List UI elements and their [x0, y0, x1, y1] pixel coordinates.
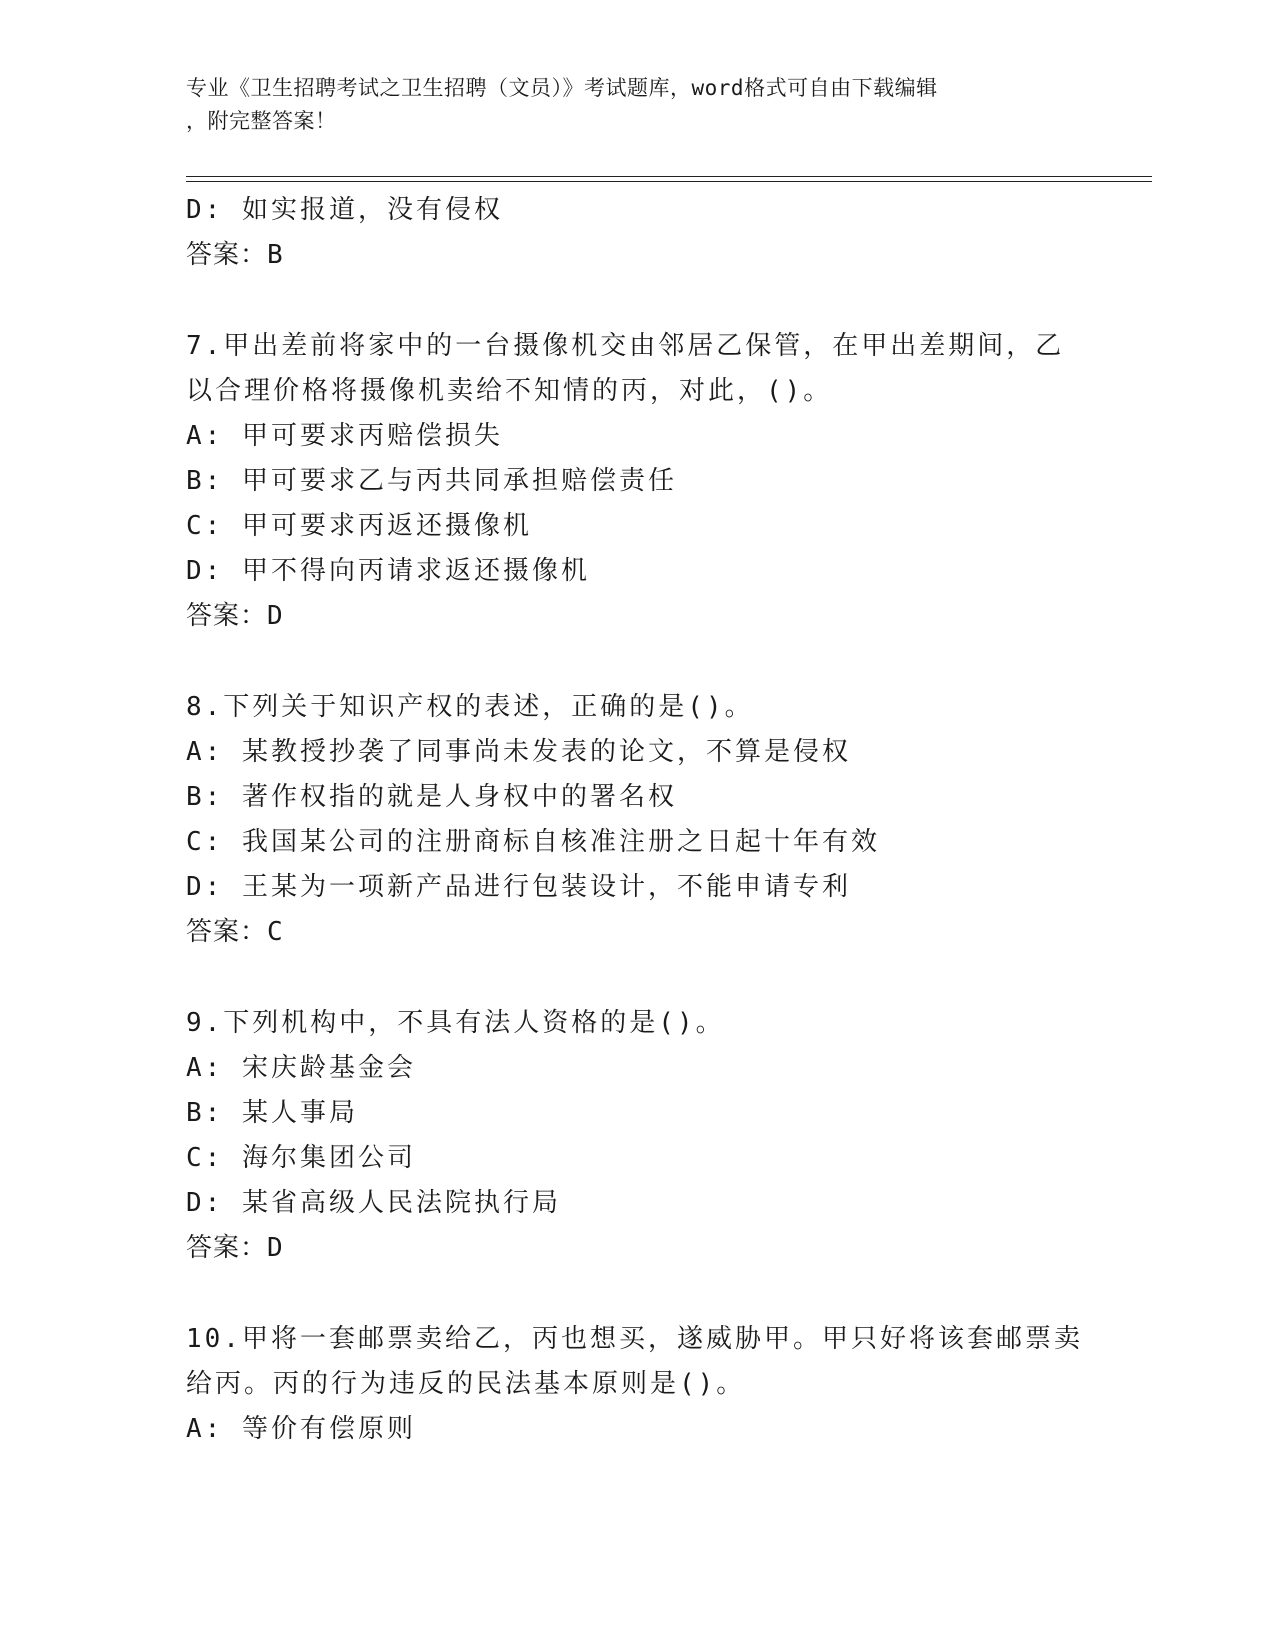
header-rule-bottom — [186, 181, 1152, 182]
answer-value: D — [267, 601, 284, 631]
option-b: B: 某人事局 — [186, 1098, 358, 1128]
question-8 — [186, 685, 1086, 955]
question-stem: 7.甲出差前将家中的一台摄像机交由邻居乙保管，在甲出差期间，乙 — [186, 331, 1065, 361]
answer-line — [186, 910, 1086, 955]
option-d: D: 王某为一项新产品进行包装设计，不能申请专利 — [186, 872, 851, 902]
option-c: C: 我国某公司的注册商标自核准注册之日起十年有效 — [186, 827, 880, 857]
option-a: A: 等价有偿原则 — [186, 1414, 416, 1444]
option-a: A: 宋庆龄基金会 — [186, 1053, 416, 1083]
question-6-tail — [186, 188, 1086, 278]
answer-label: 答案： — [186, 240, 268, 270]
question-stem: 以合理价格将摄像机卖给不知情的丙，对此，()。 — [186, 376, 833, 406]
question-stem: 10.甲将一套邮票卖给乙，丙也想买，遂威胁甲。甲只好将该套邮票卖 — [186, 1324, 1083, 1354]
answer-label: 答案： — [186, 917, 268, 947]
option-b: B: 甲可要求乙与丙共同承担赔偿责任 — [186, 466, 677, 496]
answer-label: 答案： — [186, 601, 268, 631]
question-9 — [186, 1001, 1086, 1271]
option-a: A: 甲可要求丙赔偿损失 — [186, 421, 503, 451]
question-stem: 给丙。丙的行为违反的民法基本原则是()。 — [186, 1369, 746, 1399]
answer-line — [186, 233, 1086, 278]
option-c: C: 海尔集团公司 — [186, 1143, 416, 1173]
header-rule-top — [186, 176, 1152, 177]
option-d: D: 某省高级人民法院执行局 — [186, 1188, 561, 1218]
answer-value: C — [267, 917, 284, 947]
answer-line — [186, 594, 1086, 639]
answer-value: D — [267, 1233, 284, 1263]
answer-label: 答案： — [186, 1233, 268, 1263]
header-line-1: 专业《卫生招聘考试之卫生招聘（文员）》考试题库，word格式可自由下载编辑 — [186, 76, 938, 100]
option-d: D: 甲不得向丙请求返还摄像机 — [186, 556, 590, 586]
document-header — [186, 72, 1066, 138]
question-list — [186, 188, 1086, 1452]
answer-line — [186, 1226, 1086, 1271]
option-d: D: 如实报道，没有侵权 — [186, 195, 503, 225]
question-7 — [186, 324, 1086, 639]
question-10 — [186, 1317, 1086, 1452]
header-line-2: ，附完整答案！ — [186, 109, 337, 133]
question-stem: 9.下列机构中，不具有法人资格的是()。 — [186, 1008, 725, 1038]
answer-value: B — [267, 240, 284, 270]
option-c: C: 甲可要求丙返还摄像机 — [186, 511, 532, 541]
option-a: A: 某教授抄袭了同事尚未发表的论文，不算是侵权 — [186, 737, 851, 767]
question-stem: 8.下列关于知识产权的表述，正确的是()。 — [186, 692, 754, 722]
option-b: B: 著作权指的就是人身权中的署名权 — [186, 782, 677, 812]
